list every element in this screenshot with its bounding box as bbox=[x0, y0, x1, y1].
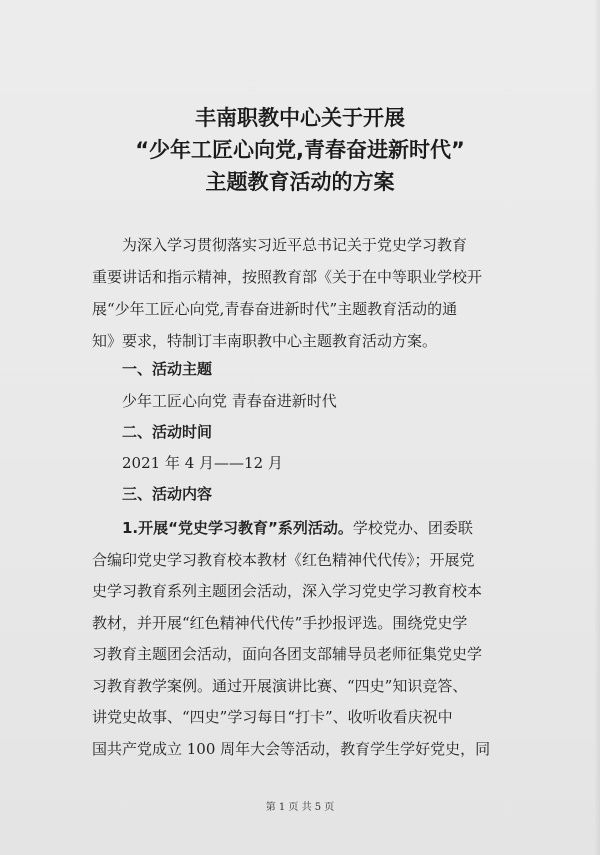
intro-line: 展“少年工匠心向党,青春奋进新时代”主题教育活动的通 bbox=[92, 300, 458, 318]
content-line: 国共产党成立 100 周年大会等活动，教育学生学好党史，同 bbox=[92, 739, 491, 758]
content-line: 史学习教育系列主题团会活动，深入学习党史学习教育校本 bbox=[92, 582, 483, 600]
section-heading-time: 二、活动时间 bbox=[122, 423, 213, 441]
intro-line: 为深入学习贯彻落实习近平总书记关于党史学习教育 bbox=[122, 236, 468, 254]
title-line-3: 主题教育活动的方案 bbox=[205, 170, 395, 194]
intro-line: 知》要求，特制订丰南职教中心主题教育活动方案。 bbox=[92, 332, 438, 350]
section-heading-content: 三、活动内容 bbox=[122, 485, 213, 503]
title-line-2: “少年工匠心向党,青春奋进新时代” bbox=[135, 138, 465, 162]
section-heading-theme: 一、活动主题 bbox=[122, 360, 213, 378]
content-line bbox=[92, 513, 522, 545]
scan-edge-shadow bbox=[594, 0, 600, 855]
content-line: 教材，并开展“红色精神代代传”手抄报评选。围绕党史学 bbox=[92, 613, 468, 632]
content-line: 讲党史故事、“四史”学习每日“打卡”、收听收看庆祝中 bbox=[92, 708, 453, 726]
section-body-time: 2021 年 4 月——12 月 bbox=[122, 454, 283, 472]
content-line: 习教育教学案例。通过开展演讲比赛、“四史”知识竞答、 bbox=[92, 676, 468, 695]
section-body-theme: 少年工匠心向党 青春奋进新时代 bbox=[122, 392, 337, 410]
document-title bbox=[0, 102, 600, 198]
item-1-lead: 1.开展“党史学习教育”系列活动。 bbox=[122, 519, 353, 537]
intro-line: 重要讲话和指示精神，按照教育部《关于在中等职业学校开 bbox=[92, 268, 483, 286]
intro-paragraph bbox=[92, 229, 512, 357]
title-line-1: 丰南职教中心关于开展 bbox=[195, 106, 405, 130]
content-paragraph bbox=[92, 513, 522, 765]
content-line: 合编印党史学习教育校本教材《红色精神代代传》；开展党 bbox=[92, 550, 475, 569]
page-number: 第 1 页 共 5 页 bbox=[265, 802, 335, 813]
item-1-first-line: 学校党办、团委联 bbox=[352, 519, 473, 537]
content-line: 习教育主题团会活动，面向各团支部辅导员老师征集党史学 bbox=[92, 645, 483, 663]
